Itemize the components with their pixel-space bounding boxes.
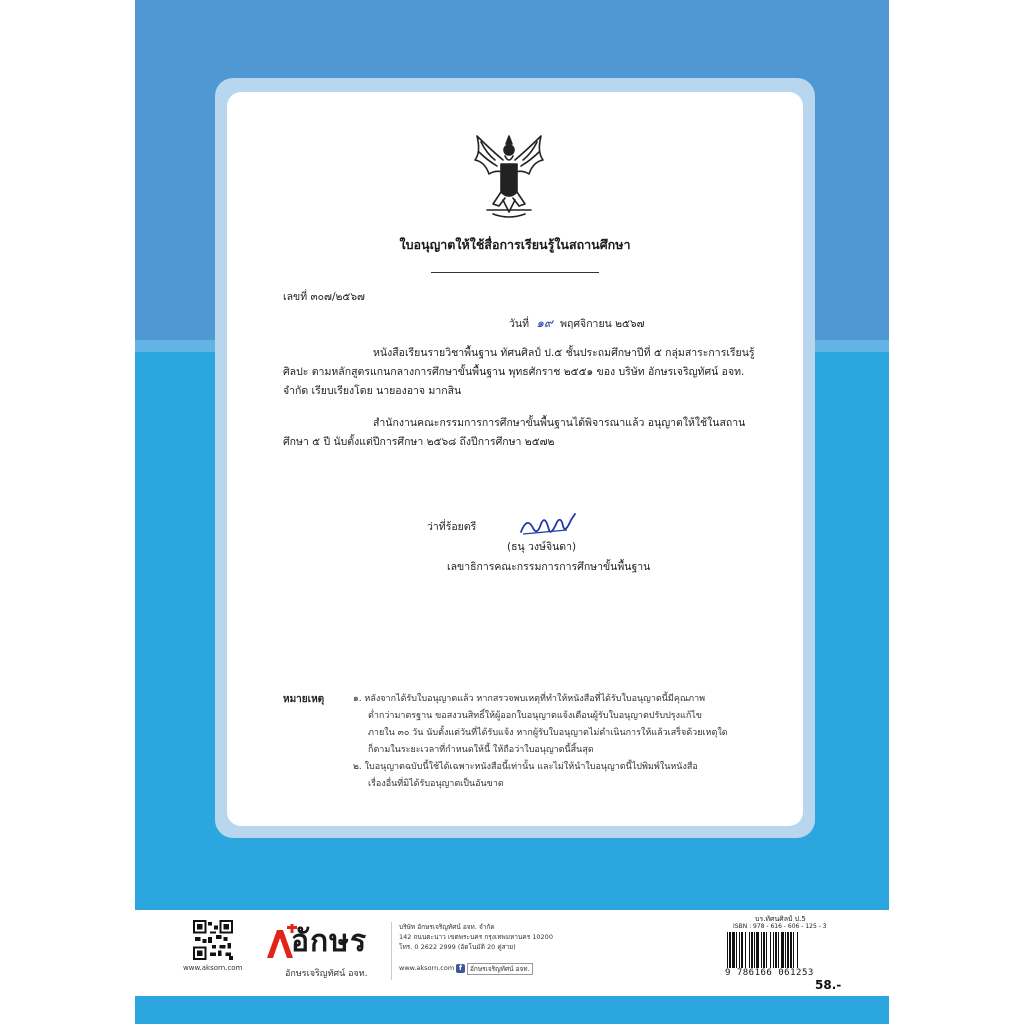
date-month-year: พฤศจิกายน ๒๕๖๗ <box>560 318 645 330</box>
note-line: ๒. ใบอนุญาตฉบับนี้ใช้ได้เฉพาะหนังสือนี้เท่านั้น และไม่ให้นำใบอนุญาตนี้ไปพิมพ์ในหนังสือ <box>353 762 698 772</box>
address-line: โทร. 0 2622 2999 (อัตโนมัติ 20 คู่สาย) <box>399 943 516 951</box>
signer-rank: ว่าที่ร้อยตรี <box>427 521 477 533</box>
license-document <box>227 92 803 826</box>
date-day: ๑๙ <box>536 316 553 330</box>
address-line: บริษัท อักษรเจริญทัศน์ อจท. จำกัด <box>399 923 495 931</box>
document-title: ใบอนุญาตให้ใช้สื่อการเรียนรู้ในสถานศึกษา <box>399 237 631 252</box>
barcode-icon <box>725 932 843 968</box>
website-url: www.aksorn.com <box>183 964 243 972</box>
footer-divider <box>391 922 392 980</box>
notes-label: หมายเหตุ <box>283 694 325 705</box>
brand-subtitle: อักษรเจริญทัศน์ อจท. <box>285 969 368 979</box>
brand-name: อักษร <box>291 924 368 959</box>
book-back-cover <box>135 0 889 1024</box>
note-line: ๑. หลังจากได้รับใบอนุญาตแล้ว หากสรวจพบเหตุที่ทำให้หนังสือที่ได้รับใบอนุญาตนี้มีคุณภาพ <box>353 694 706 704</box>
product-code: บร.ทัศนศิลป์ ป.5 <box>755 915 806 923</box>
title-underline <box>431 272 599 273</box>
facebook-page-name: อักษรเจริญทัศน์ อจท. <box>467 963 533 975</box>
signer-name: (ธนุ วงษ์จินดา) <box>507 541 577 553</box>
price: 58.- <box>815 978 842 992</box>
paragraph-2: สำนักงานคณะกรรมการการศึกษาขั้นพื้นฐานได้พิจารณาแล้ว อนุญาตให้ใช้ในสถานศึกษา ๕ ปี นับตั้งแต่ปีการศึกษา ๒๕๖๘ ถึงปีการศึกษา ๒๕๗๒ <box>283 417 746 448</box>
garuda-emblem-icon <box>467 130 551 222</box>
note-line: เรื่องอื่นที่มิได้รับอนุญาตเป็นอันขาด <box>368 779 504 789</box>
publisher-footer <box>135 910 889 996</box>
barcode-digits: 9 786166 061253 <box>725 968 814 978</box>
note-line: ก็ตามในระยะเวลาที่กำหนดให้นี้ ให้ถือว่าใบอนุญาตนี้สิ้นสุด <box>368 745 594 755</box>
issue-date <box>509 314 645 334</box>
signer-position: เลขาธิการคณะกรรมการการศึกษาขั้นพื้นฐาน <box>447 561 651 573</box>
note-line: ภายใน ๓๐ วัน นับตั้งแต่วันที่ได้รับแจ้ง หากผู้รับใบอนุญาตไม่ดำเนินการให้แล้วเสร็จด้วยเหตุใด <box>368 728 728 738</box>
isbn-label: ISBN : 978 - 616 - 606 - 125 - 3 <box>733 923 827 930</box>
license-number <box>283 288 365 307</box>
signature-icon <box>517 510 581 540</box>
address-line: 142 ถนนตะนาว เขตพระนคร กรุงเทพมหานคร 10200 <box>399 933 553 941</box>
date-label: วันที่ <box>509 318 529 330</box>
note-line: ต่ำกว่ามาตรฐาน ขอสงวนสิทธิ์ให้ผู้ออกใบอนุญาตแจ้งเตือนผู้รับใบอนุญาตปรับปรุงแก้ไข <box>368 711 702 721</box>
number-value: ๓๐๗/๒๕๖๗ <box>310 291 365 303</box>
website-small: www.aksorn.com <box>399 964 455 972</box>
facebook-icon: f <box>456 964 465 973</box>
number-label: เลขที่ <box>283 291 308 303</box>
qr-code-icon <box>193 920 233 960</box>
paragraph-1: หนังสือเรียนรายวิชาพื้นฐาน ทัศนศิลป์ ป.๕ ชั้นประถมศึกษาปีที่ ๕ กลุ่มสาระการเรียนรู้ศิลปะ ตามหลักสูตรแกนกลางการศึกษาขั้นพื้นฐาน พุทธศักราช ๒๕๕๑ ของ บริษัท อักษรเจริญทัศน์ อจท. จำกัด เรียบเรียงโดย นายองอาจ มากสิน <box>283 347 755 397</box>
